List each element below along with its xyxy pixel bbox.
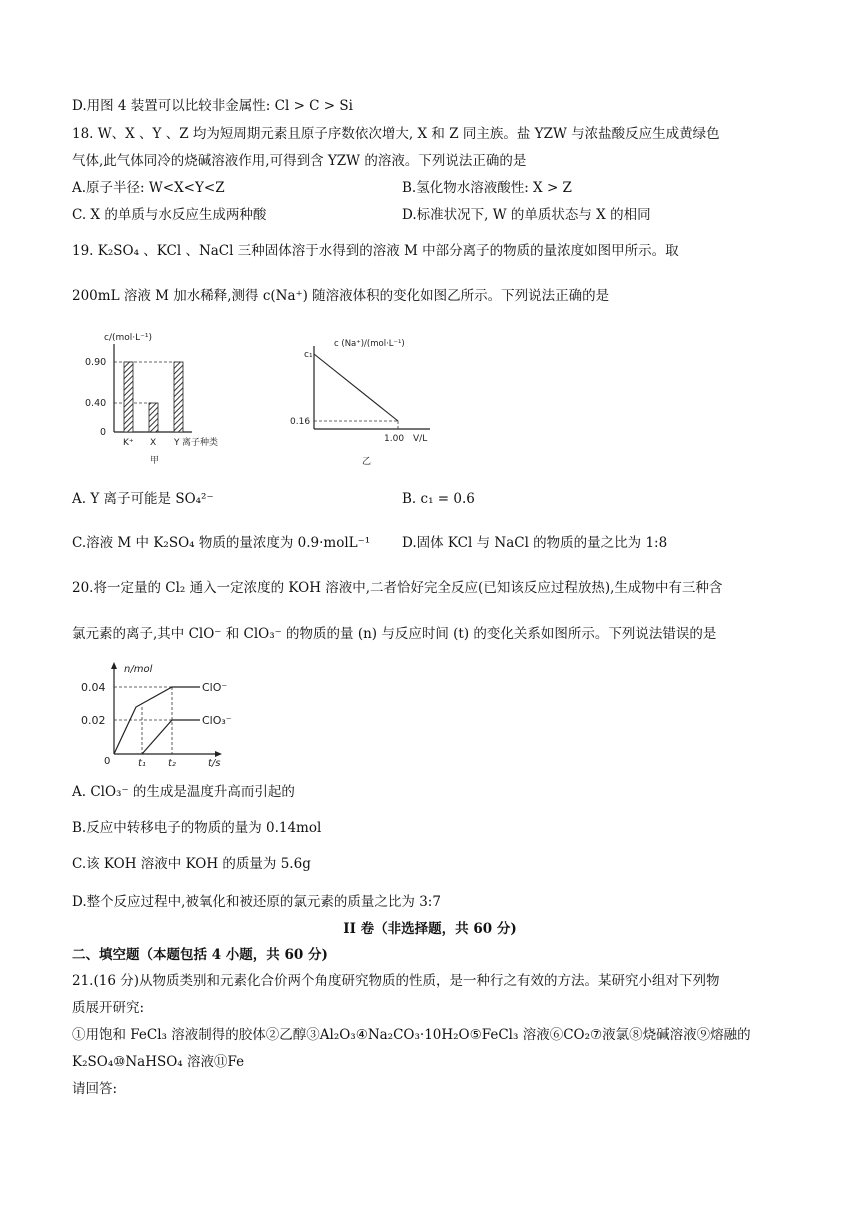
section2-title: II 卷（非选择题，共 60 分) [343, 921, 517, 937]
q20-option-c: C.该 KOH 溶液中 KOH 的质量为 5.6g [72, 856, 311, 872]
nt-xtick-t2: t₂ [168, 758, 176, 769]
yi-caption: 乙 [362, 457, 372, 467]
q21-items-line2: K₂SO₄⑩NaHSO₄ 溶液⑪Fe [72, 1054, 245, 1070]
bar-y [174, 362, 183, 432]
yi-xaxis-label: V/L [413, 434, 428, 444]
nt-series1-label: ClO⁻ [202, 681, 228, 694]
nt-ytick-0: 0 [104, 756, 111, 767]
nt-ytick-004: 0.04 [81, 681, 106, 694]
q20-stem-line2: 氯元素的离子,其中 ClO⁻ 和 ClO₃⁻ 的物质的量 (n) 与反应时间 (t) 的变化关系如图所示。下列说法错误的是 [72, 626, 717, 642]
q18-option-b: B.氢化物水溶液酸性: X > Z [402, 180, 572, 196]
q19-option-a: A. Y 离子可能是 SO₄²⁻ [72, 491, 214, 507]
q20-stem-line1: 20.将一定量的 Cl₂ 通入一定浓度的 KOH 溶液中,二者恰好完全反应(已知该反应过程放热),生成物中有三种含 [72, 580, 723, 596]
q20-option-b: B.反应中转移电子的物质的量为 0.14mol [72, 820, 322, 836]
jia-ylabel: c/(mol·L⁻¹) [104, 333, 153, 343]
q21-items-line1: ①用饱和 FeCl₃ 溶液制得的胶体②乙醇③Al₂O₃④Na₂CO₃·10H₂O⑤FeCl₃ 溶液⑥CO₂⑦液氯⑧烧碱溶液⑨熔融的 [72, 1027, 751, 1043]
q21-stem-line1: 21.(16 分)从物质类别和元素化合价两个角度研究物质的性质，是一种行之有效的方法。某研究小组对下列物 [72, 973, 720, 989]
q19-option-d: D.固体 KCl 与 NaCl 的物质的量之比为 1:8 [402, 535, 668, 551]
q19-stem-line1: 19. K₂SO₄ 、KCl 、NaCl 三种固体溶于水得到的溶液 M 中部分离子的物质的量浓度如图甲所示。取 [72, 243, 679, 259]
q18-option-a: A.原子半径: W<X<Y<Z [72, 180, 225, 196]
bar-x [149, 403, 158, 432]
figure-yi-line-chart [288, 326, 448, 474]
nt-xaxis-label: t/s [208, 758, 221, 769]
q20-option-d: D.整个反应过程中,被氧化和被还原的氯元素的质量之比为 3:7 [72, 894, 441, 910]
jia-xlabel-k: K⁺ [123, 438, 134, 448]
q19-option-c: C.溶液 M 中 K₂SO₄ 物质的量浓度为 0.9·molL⁻¹ [72, 535, 371, 551]
q19-stem-line2: 200mL 溶液 M 加水稀释,测得 c(Na⁺) 随溶液体积的变化如图乙所示。下列说法正确的是 [72, 288, 610, 304]
section2-heading: 二、填空题（本题包括 4 小题，共 60 分) [72, 947, 328, 963]
q19-option-b: B. c₁ = 0.6 [402, 491, 475, 507]
nt-xtick-t1: t₁ [138, 758, 146, 769]
jia-ytick-0: 0 [100, 427, 107, 438]
figure-jia-bar-chart [82, 324, 282, 474]
figure-n-t-chart [80, 660, 250, 772]
yi-xtick-100: 1.00 [384, 434, 405, 444]
nt-series2-label: ClO₃⁻ [202, 714, 232, 727]
q18-option-c: C. X 的单质与水反应生成两种酸 [72, 207, 267, 223]
jia-xlabel-y: Y [174, 438, 180, 448]
q18-option-d: D.标准状况下, W 的单质状态与 X 的相同 [402, 207, 651, 223]
jia-ytick-040: 0.40 [85, 398, 107, 409]
jia-ytick-090: 0.90 [85, 357, 107, 368]
yi-ytick-016: 0.16 [290, 417, 311, 427]
q18-stem-line2: 气体,此气体同冷的烧碱溶液作用,可得到含 YZW 的溶液。下列说法正确的是 [72, 153, 527, 169]
jia-xlabel-x: X [150, 438, 157, 448]
jia-caption: 甲 [150, 456, 160, 466]
jia-xaxis-label: 离子种类 [182, 438, 219, 448]
nt-ylabel: n/mol [124, 664, 153, 675]
q17-option-d: D.用图 4 装置可以比较非金属性: Cl > C > Si [72, 98, 353, 114]
yi-ylabel: c (Na⁺)/(mol·L⁻¹) [334, 339, 405, 349]
q20-option-a: A. ClO₃⁻ 的生成是温度升高而引起的 [72, 784, 295, 800]
nt-ytick-002: 0.02 [81, 714, 106, 727]
clo3-minus-curve [142, 720, 200, 754]
q21-prompt: 请回答: [72, 1081, 118, 1097]
q18-stem-line1: 18. W、X 、Y 、Z 均为短周期元素且原子序数依次增大, X 和 Z 同主族。盐 YZW 与浓盐酸反应生成黄绿色 [72, 126, 720, 142]
q21-stem-line2: 质展开研究: [72, 1000, 145, 1016]
bar-k-plus [124, 362, 133, 432]
yi-line [314, 354, 398, 421]
yi-ytick-c1: c₁ [304, 350, 313, 360]
